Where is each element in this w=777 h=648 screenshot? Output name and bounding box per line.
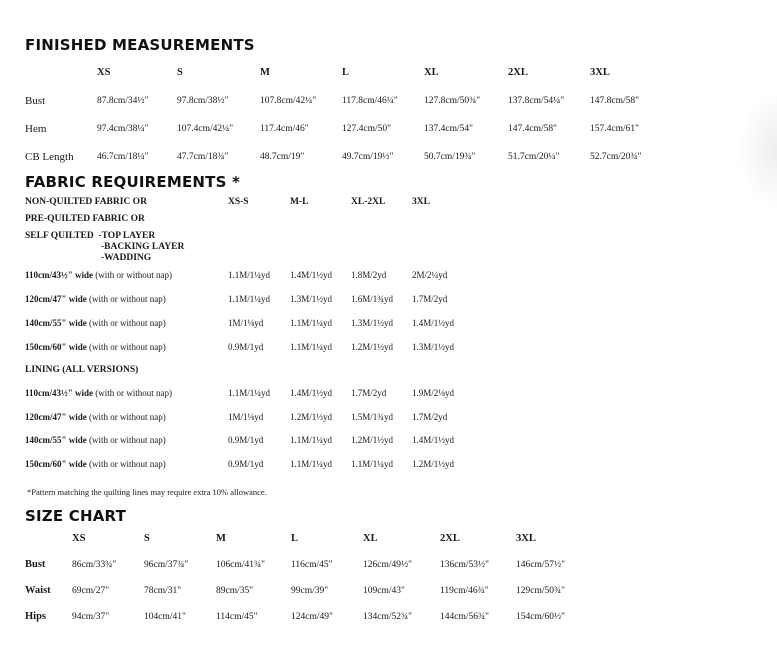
fabric-requirements-title: FABRIC REQUIREMENTS *: [25, 173, 241, 191]
sc-cell: 78cm/31": [144, 586, 182, 596]
fm-cell: 127.8cm/50¾": [424, 96, 481, 106]
sc-cell: 99cm/39": [291, 586, 329, 596]
fr-cell: 1.1M/1¼yd: [290, 318, 333, 328]
sc-cell: 94cm/37": [72, 612, 110, 622]
fabric-intro-line: NON-QUILTED FABRIC OR: [25, 197, 147, 207]
fr-cell: 1M/1⅛yd: [228, 318, 264, 328]
fm-cell: 97.4cm/38¼": [97, 124, 149, 134]
fr-cell: 1.6M/1¾yd: [351, 294, 394, 304]
lining-width: 110cm/43½" wide: [25, 388, 93, 398]
fm-cell: 47.7cm/18¾": [177, 152, 229, 162]
fm-cell: 87.8cm/34½": [97, 96, 149, 106]
sc-size-m: M: [216, 533, 226, 544]
fr-size-group: 3XL: [412, 197, 430, 207]
fr-row-label: [25, 342, 166, 352]
sc-size-2xl: 2XL: [440, 533, 460, 544]
sc-cell: 96cm/37¾": [144, 560, 189, 570]
fr-nap-note: (with or without nap): [93, 270, 172, 280]
lining-cell: 1.1M/1¼yd: [290, 459, 333, 469]
fm-cell: 46.7cm/18¼": [97, 152, 149, 162]
fm-size-3xl: 3XL: [590, 67, 610, 78]
fr-width: 150cm/60" wide: [25, 342, 87, 352]
fm-cell: 50.7cm/19¾": [424, 152, 476, 162]
lining-cell: 1.9M/2⅛yd: [412, 388, 455, 398]
sc-cell: 69cm/27": [72, 586, 110, 596]
sc-cell: 129cm/50¾": [516, 586, 565, 596]
sc-size-s: S: [144, 533, 150, 544]
fm-cell: 107.4cm/42¼": [177, 124, 234, 134]
fr-cell: 1.3M/1½yd: [412, 342, 455, 352]
sc-row-label: Waist: [25, 585, 51, 596]
fabric-intro-line: PRE-QUILTED FABRIC OR: [25, 214, 145, 224]
lining-cell: 1.7M/2yd: [351, 388, 387, 398]
fr-width: 140cm/55" wide: [25, 318, 87, 328]
lining-cell: 0.9M/1yd: [228, 459, 264, 469]
fr-cell: 1.2M/1½yd: [351, 342, 394, 352]
fr-nap-note: (with or without nap): [86, 318, 166, 328]
sc-cell: 109cm/43": [363, 586, 405, 596]
fr-cell: 1.8M/2yd: [351, 270, 387, 280]
fm-size-m: M: [260, 67, 270, 78]
lining-cell: 1.4M/1½yd: [412, 435, 455, 445]
fabric-footnote: *Pattern matching the quilting lines may require extra 10% allowance.: [27, 487, 267, 497]
fm-cell: 137.4cm/54": [424, 124, 473, 134]
lining-cell: 1M/1⅛yd: [228, 412, 264, 422]
lining-row-label: [25, 435, 166, 445]
fm-size-xl: XL: [424, 67, 439, 78]
lining-nap-note: (with or without nap): [93, 388, 172, 398]
lining-cell: 1.1M/1¼yd: [290, 435, 333, 445]
fabric-intro-line: -WADDING: [101, 253, 152, 263]
fm-cell: 137.8cm/54¼": [508, 96, 565, 106]
fm-cell: 48.7cm/19": [260, 152, 305, 162]
lining-cell: 1.2M/1⅓yd: [290, 412, 333, 422]
fm-cell: 147.8cm/58": [590, 96, 639, 106]
fabric-intro-line: SELF QUILTED -TOP LAYER: [25, 231, 156, 241]
sc-cell: 146cm/57½": [516, 560, 565, 570]
fr-nap-note: (with or without nap): [86, 294, 166, 304]
sc-cell: 134cm/52¾": [363, 612, 412, 622]
fm-cell: 117.8cm/46¼": [342, 96, 398, 106]
lining-row-label: [25, 388, 172, 398]
fr-cell: 1.3M/1½yd: [290, 294, 333, 304]
fr-cell: 1.4M/1½yd: [412, 318, 455, 328]
lining-cell: 1.2M/1½yd: [351, 435, 394, 445]
lining-cell: 1.5M/1¾yd: [351, 412, 394, 422]
fr-cell: 0.9M/1yd: [228, 342, 264, 352]
lining-cell: 1.4M/1½yd: [290, 388, 333, 398]
fm-cell: 49.7cm/19½": [342, 152, 394, 162]
lining-cell: 1.1M/1¼yd: [351, 459, 394, 469]
lining-nap-note: (with or without nap): [86, 459, 166, 469]
page-edge-shadow: [737, 90, 777, 210]
fr-nap-note: (with or without nap): [86, 342, 166, 352]
fr-cell: 1.1M/1¼yd: [228, 294, 271, 304]
fm-cell: 147.4cm/58": [508, 124, 557, 134]
sc-size-3xl: 3XL: [516, 533, 536, 544]
fr-size-group: M-L: [290, 197, 309, 207]
lining-width: 150cm/60" wide: [25, 459, 87, 469]
sc-cell: 126cm/49½": [363, 560, 412, 570]
fr-cell: 1.3M/1½yd: [351, 318, 394, 328]
fr-row-label: [25, 270, 172, 280]
sc-row-label: Hips: [25, 611, 47, 622]
lining-width: 140cm/55" wide: [25, 435, 87, 445]
lining-cell: 0.9M/1yd: [228, 435, 264, 445]
lining-nap-note: (with or without nap): [86, 435, 166, 445]
lining-title: LINING (ALL VERSIONS): [25, 365, 139, 375]
sc-cell: 116cm/45": [291, 560, 333, 570]
fr-cell: 1.4M/1½yd: [290, 270, 333, 280]
fm-cell: 127.4cm/50": [342, 124, 391, 134]
fr-cell: 1.1M/1¼yd: [228, 270, 271, 280]
lining-width: 120cm/47" wide: [25, 412, 87, 422]
fm-row-label: Bust: [25, 95, 46, 107]
sc-row-label: Bust: [25, 559, 46, 570]
sc-cell: 144cm/56¾": [440, 612, 489, 622]
fm-row-label: Hem: [25, 123, 47, 135]
sc-cell: 89cm/35": [216, 586, 254, 596]
lining-cell: 1.1M/1¼yd: [228, 388, 271, 398]
fm-cell: 51.7cm/20¼": [508, 152, 560, 162]
finished-measurements-title: FINISHED MEASUREMENTS: [25, 36, 255, 54]
sc-cell: 124cm/49": [291, 612, 333, 622]
fm-cell: 157.4cm/61": [590, 124, 639, 134]
sc-cell: 104cm/41": [144, 612, 186, 622]
fr-size-group: XS-S: [228, 197, 249, 207]
sc-size-l: L: [291, 533, 299, 544]
lining-row-label: [25, 459, 166, 469]
fm-size-2xl: 2XL: [508, 67, 528, 78]
fm-size-l: L: [342, 67, 350, 78]
fabric-intro-line: -BACKING LAYER: [101, 242, 185, 252]
sc-cell: 106cm/41¾": [216, 560, 265, 570]
fm-cell: 52.7cm/20¾": [590, 152, 642, 162]
fr-cell: 1.7M/2yd: [412, 294, 448, 304]
lining-cell: 1.7M/2yd: [412, 412, 448, 422]
fr-cell: 2M/2¼yd: [412, 270, 448, 280]
sc-cell: 154cm/60½": [516, 612, 565, 622]
sc-size-xl: XL: [363, 533, 378, 544]
sc-cell: 114cm/45": [216, 612, 258, 622]
fm-cell: 117.4cm/46": [260, 124, 309, 134]
fm-row-label: CB Length: [25, 151, 74, 163]
fr-row-label: [25, 318, 166, 328]
sc-cell: 86cm/33¾": [72, 560, 117, 570]
sc-size-xs: XS: [72, 533, 86, 544]
fr-row-label: [25, 294, 166, 304]
fr-cell: 1.1M/1¼yd: [290, 342, 333, 352]
fm-cell: 107.8cm/42¼": [260, 96, 317, 106]
lining-row-label: [25, 412, 166, 422]
sc-cell: 119cm/46¾": [440, 586, 489, 596]
fm-cell: 97.8cm/38½": [177, 96, 229, 106]
fr-width: 110cm/43½" wide: [25, 270, 93, 280]
fm-size-s: S: [177, 67, 183, 78]
lining-cell: 1.2M/1½yd: [412, 459, 455, 469]
size-chart-title: SIZE CHART: [25, 507, 127, 525]
fm-size-xs: XS: [97, 67, 111, 78]
fr-size-group: XL-2XL: [351, 197, 386, 207]
sc-cell: 136cm/53½": [440, 560, 489, 570]
fr-width: 120cm/47" wide: [25, 294, 87, 304]
lining-nap-note: (with or without nap): [86, 412, 166, 422]
